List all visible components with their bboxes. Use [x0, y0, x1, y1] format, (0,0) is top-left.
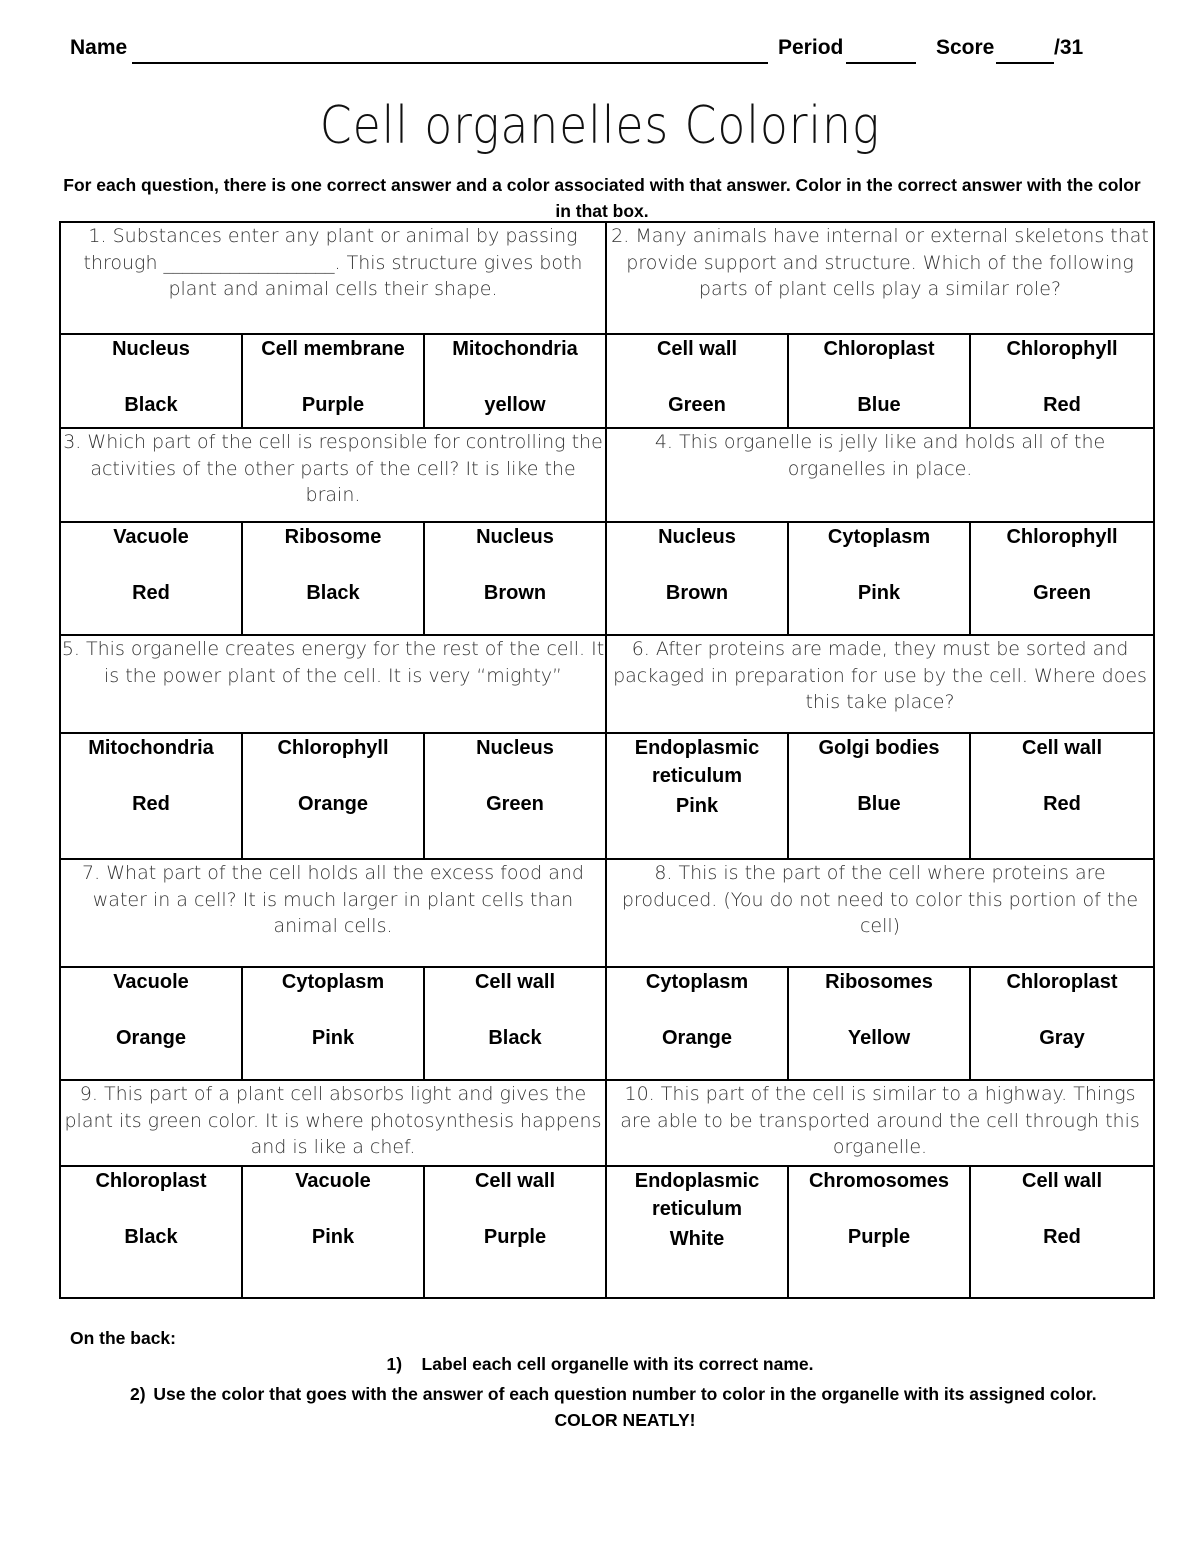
answer-name: Chlorophyll: [277, 737, 389, 759]
answer-name: Cell wall: [656, 338, 738, 360]
answer-name: Cell membrane: [261, 338, 405, 360]
answer-name: Chromosomes: [808, 1170, 950, 1192]
question-text: This organelle is jelly like and holds all of the organelles in place.: [679, 431, 1106, 480]
question-cell: [60, 1080, 606, 1166]
answer-name: Vacuole: [113, 526, 189, 548]
answer-choice[interactable]: [242, 334, 424, 428]
answer-choice[interactable]: [606, 733, 788, 859]
answer-name: Nucleus: [476, 526, 554, 548]
score-field[interactable]: [996, 62, 1054, 64]
answer-choice[interactable]: [970, 522, 1154, 635]
answer-color: Black: [488, 1027, 542, 1049]
instructions: For each question, there is one correct answer and a color associated with that answer. Color in the correct answer with the color in that box.: [63, 175, 1141, 221]
answer-name: Endoplasmic reticulum: [634, 737, 760, 787]
answer-name: Chloroplast: [823, 338, 935, 360]
answer-choice[interactable]: [970, 334, 1154, 428]
question-number: 4.: [654, 431, 673, 453]
answer-name: Endoplasmic reticulum: [634, 1170, 760, 1220]
answer-color: Black: [124, 1226, 178, 1248]
question-row: [60, 1080, 1154, 1166]
question-row: [60, 428, 1154, 522]
answer-color: Pink: [311, 1027, 355, 1049]
question-number: 2.: [611, 225, 630, 247]
answer-color: Red: [1043, 394, 1081, 416]
answer-choice[interactable]: [242, 1166, 424, 1298]
answer-color: Purple: [483, 1226, 547, 1248]
answer-name: Cytoplasm: [281, 971, 385, 993]
answer-choice[interactable]: [788, 967, 970, 1080]
question-cell: [606, 1080, 1154, 1166]
question-text: This part of a plant cell absorbs light and gives the plant its green color. It is where photosynthesis happens and is like a chef.: [64, 1083, 602, 1158]
answer-color: Black: [124, 394, 178, 416]
answer-color: Pink: [311, 1226, 355, 1248]
answer-color: Brown: [665, 582, 729, 604]
answer-name: Ribosomes: [825, 971, 933, 993]
answer-color: Orange: [297, 793, 369, 815]
answer-choice[interactable]: [606, 1166, 788, 1298]
answer-choice[interactable]: [60, 1166, 242, 1298]
score-total: /31: [1054, 36, 1084, 59]
answer-choice[interactable]: [788, 334, 970, 428]
question-cell: [606, 428, 1154, 522]
answer-name: Mitochondria: [88, 737, 214, 759]
answer-choice[interactable]: [242, 967, 424, 1080]
answer-row: [60, 967, 1154, 1080]
answer-name: Golgi bodies: [818, 737, 940, 759]
answer-color: Blue: [857, 394, 901, 416]
question-number: 7.: [82, 862, 101, 884]
answer-row: [60, 334, 1154, 428]
question-row: [60, 635, 1154, 733]
answer-name: Ribosome: [284, 526, 382, 548]
question-text: This is the part of the cell where proteins are produced. (You do not need to color this portion of the cell): [621, 862, 1139, 937]
answer-color: Green: [1033, 582, 1091, 604]
back-step-2: [130, 1381, 1120, 1433]
question-cell: [606, 222, 1154, 334]
answer-color: Red: [132, 582, 170, 604]
answer-row: [60, 522, 1154, 635]
question-number: 10.: [624, 1083, 655, 1105]
answer-color: yellow: [484, 394, 546, 416]
period-field[interactable]: [846, 62, 916, 64]
back-step-1: [0, 1354, 1200, 1375]
question-number: 3.: [63, 431, 82, 453]
question-text: After proteins are made, they must be sorted and packaged in preparation for use by the cell. Where does this take place?: [613, 638, 1147, 713]
answer-name: Nucleus: [658, 526, 736, 548]
score-label: Score: [936, 36, 995, 59]
answer-color: Brown: [483, 582, 547, 604]
answer-name: Vacuole: [295, 1170, 371, 1192]
answer-choice[interactable]: [60, 733, 242, 859]
question-number: 6.: [631, 638, 650, 660]
answer-choice[interactable]: [60, 522, 242, 635]
question-text: Which part of the cell is responsible for controlling the activities of the other parts of the cell? It is like the brain.: [87, 431, 603, 506]
answer-choice[interactable]: [424, 334, 606, 428]
answer-choice[interactable]: [424, 522, 606, 635]
answer-choice[interactable]: [242, 733, 424, 859]
answer-choice[interactable]: [60, 967, 242, 1080]
answer-color: Orange: [115, 1027, 187, 1049]
answer-choice[interactable]: [606, 334, 788, 428]
question-number: 8.: [654, 862, 673, 884]
question-cell: [60, 222, 606, 334]
question-text: This part of the cell is similar to a highway. Things are able to be transported around the cell through this organelle.: [620, 1083, 1140, 1158]
answer-choice[interactable]: [788, 733, 970, 859]
answer-choice[interactable]: [60, 334, 242, 428]
answer-choice[interactable]: [970, 733, 1154, 859]
answer-choice[interactable]: [424, 1166, 606, 1298]
answer-color: Green: [668, 394, 726, 416]
question-text: This organelle creates energy for the rest of the cell. It is the power plant of the cell. It is very “mighty”: [86, 638, 605, 687]
page-title: Cell organelles Coloring: [319, 96, 881, 156]
answer-color: Purple: [847, 1226, 911, 1248]
answer-color: Purple: [301, 394, 365, 416]
answer-color: Red: [132, 793, 170, 815]
answer-name: Nucleus: [476, 737, 554, 759]
answer-choice[interactable]: [606, 967, 788, 1080]
answer-name: Chloroplast: [95, 1170, 207, 1192]
answer-name: Chlorophyll: [1006, 526, 1118, 548]
step-text: Label each cell organelle with its correct name.: [421, 1354, 814, 1374]
answer-color: White: [669, 1228, 725, 1250]
answer-row: [60, 733, 1154, 859]
answer-choice[interactable]: [970, 1166, 1154, 1298]
answer-color: Red: [1043, 793, 1081, 815]
answer-color: Green: [486, 793, 544, 815]
step-text: Use the color that goes with the answer of each question number to color in the organelle with its assigned color. COLOR NEATLY!: [153, 1384, 1097, 1430]
question-number: 1.: [88, 225, 107, 247]
answer-name: Nucleus: [112, 338, 190, 360]
question-grid: [59, 221, 1155, 1299]
question-text: Substances enter any plant or animal by passing through __________________. This structure gives both plant and animal cells their shape.: [83, 225, 583, 300]
step-number: 2): [130, 1384, 146, 1404]
answer-name: Chlorophyll: [1006, 338, 1118, 360]
answer-color: Pink: [857, 582, 901, 604]
question-text: What part of the cell holds all the excess food and water in a cell? It is much larger in plant cells than animal cells.: [92, 862, 584, 937]
back-heading: On the back:: [70, 1328, 176, 1348]
question-cell: [606, 859, 1154, 967]
answer-name: Cell wall: [1022, 737, 1103, 759]
answer-name: Vacuole: [113, 971, 189, 993]
question-text: Many animals have internal or external skeletons that provide support and structure. Which of the following parts of plant cells play a similar role?: [626, 225, 1149, 300]
name-field[interactable]: [132, 62, 768, 64]
answer-name: Cell wall: [474, 1170, 556, 1192]
answer-choice[interactable]: [424, 733, 606, 859]
step-number: 1): [386, 1354, 403, 1374]
answer-name: Cell wall: [474, 971, 556, 993]
question-cell: [60, 428, 606, 522]
answer-name: Cytoplasm: [827, 526, 931, 548]
answer-color: Red: [1043, 1226, 1081, 1248]
question-cell: [60, 859, 606, 967]
answer-color: Blue: [857, 793, 901, 815]
answer-name: Cell wall: [1022, 1170, 1103, 1192]
answer-name: Mitochondria: [452, 338, 578, 360]
question-row: [60, 222, 1154, 334]
answer-choice[interactable]: [424, 967, 606, 1080]
answer-choice[interactable]: [970, 967, 1154, 1080]
answer-color: Black: [306, 582, 360, 604]
question-cell: [606, 635, 1154, 733]
answer-name: Chloroplast: [1006, 971, 1118, 993]
question-cell: [60, 635, 606, 733]
answer-choice[interactable]: [788, 522, 970, 635]
question-row: [60, 859, 1154, 967]
answer-name: Cytoplasm: [645, 971, 749, 993]
answer-color: Orange: [661, 1027, 733, 1049]
answer-choice[interactable]: [242, 522, 424, 635]
worksheet-header: [70, 36, 1130, 66]
answer-choice[interactable]: [606, 522, 788, 635]
question-number: 5.: [61, 638, 80, 660]
answer-choice[interactable]: [788, 1166, 970, 1298]
answer-color: Pink: [675, 795, 719, 817]
period-label: Period: [778, 36, 844, 59]
answer-row: [60, 1166, 1154, 1298]
answer-color: Gray: [1039, 1027, 1085, 1049]
question-number: 9.: [79, 1083, 98, 1105]
answer-color: Yellow: [847, 1027, 911, 1049]
name-label: Name: [70, 36, 128, 59]
